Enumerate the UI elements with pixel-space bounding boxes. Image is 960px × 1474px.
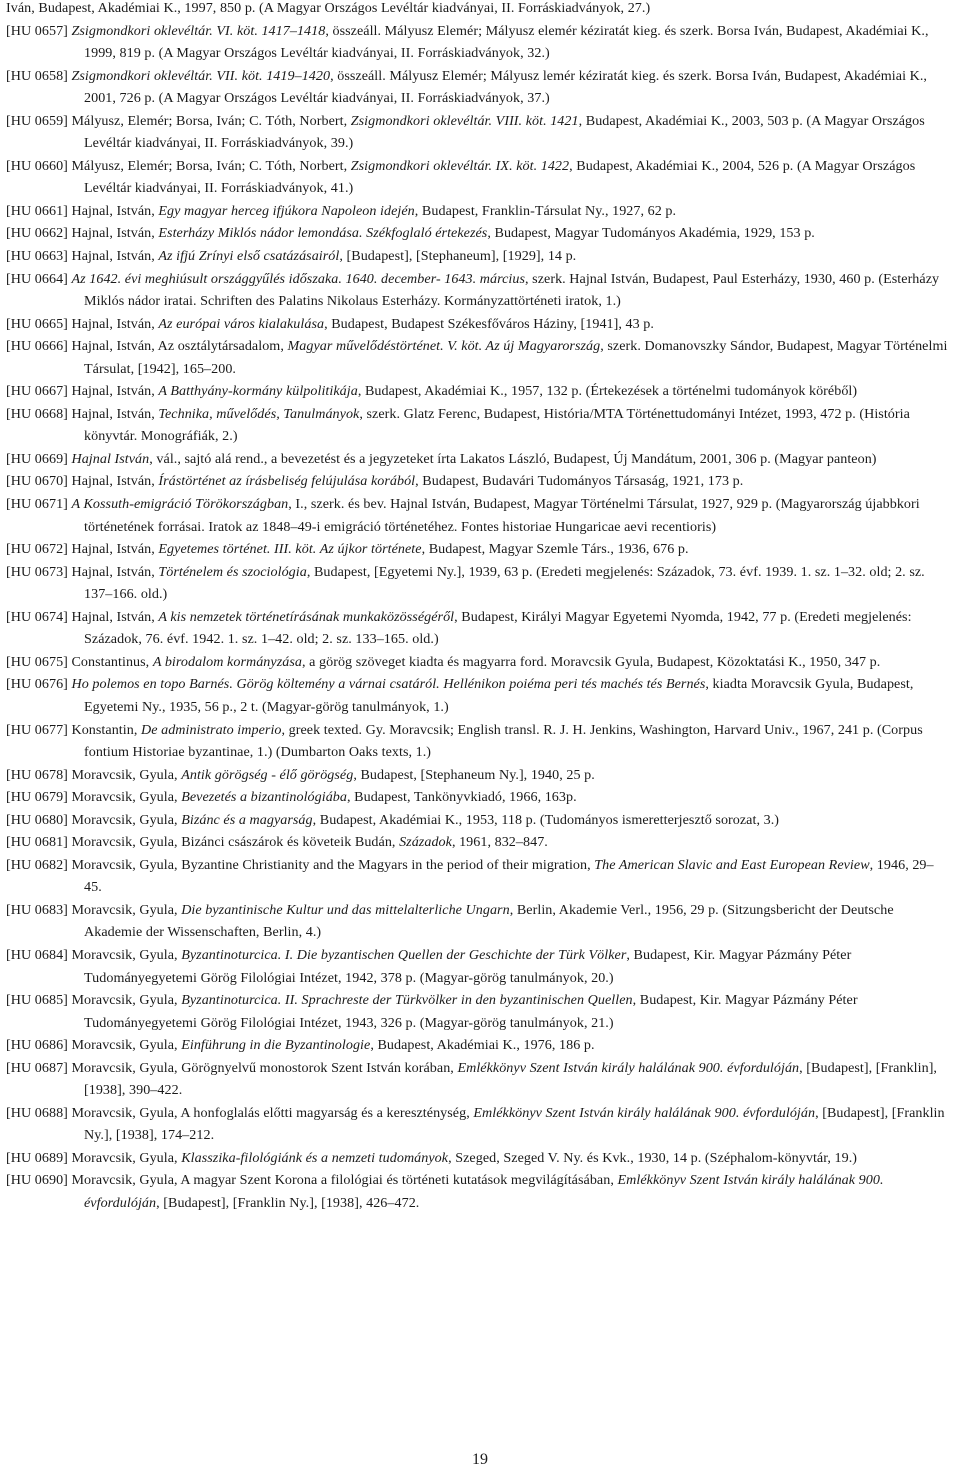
entry-text: [HU 0668] Hajnal, István, [6,405,159,422]
bibliography-entry [6,268,950,313]
entry-text: [HU 0662] Hajnal, István, [6,225,159,242]
entry-italic-title: Az 1642. évi meghiúsult országgyűlés időszaka. 1640. december- 1643. március [71,270,526,287]
entry-text: , Budapest, Akadémiai K., 1957, 132 p. (Értekezések a történelmi tudományok köréből) [357,383,858,400]
entry-italic-title: Byzantinoturcica. I. Die byzantischen Quellen der Geschichte der Türk Völker [181,946,627,963]
entry-text: , vál., sajtó alá rend., a bevezetést és a jegyzeteket írta Lakatos László, Budapest, Új Mandátum, 2001, 306 p. (Magyar panteon) [149,450,877,467]
bibliography-entry [6,831,950,854]
entry-italic-title: Zsigmondkori oklevéltár. VIII. köt. 1421 [350,112,579,129]
entry-text: [HU 0679] Moravcsik, Gyula, [6,789,182,806]
bibliography-entry [6,989,950,1034]
entry-text: [HU 0666] Hajnal, István, Az osztálytársadalom, [6,338,288,355]
entry-text: , szerk. Glatz Ferenc, Budapest, História/MTA Történettudományi Intézet, 1993, 472 p. (História könyvtár. Monográfiák, 2.) [84,405,910,445]
entry-text: [HU 0689] Moravcsik, Gyula, [6,1149,182,1166]
bibliography-entry [6,561,950,606]
entry-text: [HU 0681] Moravcsik, Gyula, Bizánci császárok és követeik Budán, [6,834,400,851]
entry-text: , [Budapest], [Franklin Ny.], [1938], 174–212. [84,1104,945,1144]
entry-text: , Budapest, Tankönyvkiadó, 1966, 163p. [347,789,577,806]
entry-text: , kiadta Moravcsik Gyula, Budapest, Egyetemi Ny., 1935, 56 p., 2 t. (Magyar-görög tanulmányok, 1.) [84,676,914,715]
bibliography-entry [6,493,950,538]
entry-text: Iván, Budapest, Akadémiai K., 1997, 850 p. (A Magyar Országos Levéltár kiadványai, II. Forráskiadványok, 27.) [6,0,651,16]
entry-text: , összeáll. Mályusz Elemér; Mályusz elemér kéziratát kieg. és szerk. Borsa Iván, Budapest, Akadémiai K., 1999, 819 p. (A Magyar Országos Levéltár kiadványai, II. Forráskiadványok, 32.) [84,22,929,62]
entry-text: , összeáll. Mályusz Elemér; Mályusz lemér kéziratát kieg. és szerk. Borsa Iván, Budapest, Akadémiai K., 2001, 726 p. (A Magyar Országos Levéltár kiadványai, II. Forráskiadványok, 37.) [84,67,927,107]
entry-text: , Budapest, Kir. Magyar Pázmány Péter Tudományegyetemi Görög Filológiai Intézet, 1943, 326 p. (Magyar-görög tanulmányok, 21.) [84,992,858,1031]
bibliography-entry [6,110,950,155]
entry-italic-title: Klasszika-filológiánk és a nemzeti tudományok [181,1149,449,1166]
entry-italic-title: Bizánc és a magyarság [181,811,313,828]
entry-italic-title: Zsigmondkori oklevéltár. IX. köt. 1422 [350,157,570,174]
entry-italic-title: Magyar művelődéstörténet. V. köt. Az új Magyarország [287,338,601,355]
entry-text: [HU 0669] [6,450,72,467]
entry-text: [HU 0685] Moravcsik, Gyula, [6,992,182,1009]
entry-italic-title: A birodalom kormányzása [152,653,302,670]
entry-italic-title: Technika, művelődés, Tanulmányok [158,405,360,422]
entry-italic-title: A kis nemzetek történetírásának munkaközösségéről [158,608,455,625]
entry-text: , Berlin, Akademie Verl., 1956, 29 p. (Sitzungsbericht der Deutsche Akademie der Wissenschaften, Berlin, 4.) [84,901,894,941]
entry-text: , 1946, 29–45. [84,856,934,896]
entry-text: [HU 0682] Moravcsik, Gyula, Byzantine Christianity and the Magyars in the period of their migration, [6,856,595,873]
bibliography-entry [6,20,950,65]
entry-text: , Budapest, [Egyetemi Ny.], 1939, 63 p. (Eredeti megjelenés: Századok, 73. évf. 1939. 1. sz. 1–32. old; 2. sz. 137–166. old.) [84,563,925,603]
entry-text: [HU 0675] Constantinus, [6,653,153,670]
bibliography-entry [6,245,950,268]
entry-text: [HU 0658] [6,67,72,84]
bibliography-entry [6,651,950,674]
entry-italic-title: The American Slavic and East European Review [594,856,870,873]
entry-text: , Budapest, Kir. Magyar Pázmány Péter Tudományegyetemi Görög Filológiai Intézet, 1942, 378 p. (Magyar-görög tanulmányok, 20.) [84,946,852,986]
entry-italic-title: Emlékkönyv Szent István király halálának 900. évfordulóján [457,1059,800,1076]
entry-italic-title: De administrato imperio [140,721,282,738]
bibliography-entry [6,606,950,651]
entry-text: [HU 0678] Moravcsik, Gyula, [6,766,182,783]
bibliography-entry [6,899,950,944]
bibliography-entry [6,380,950,403]
bibliography-entry [6,335,950,380]
entry-italic-title: Esterházy Miklós nádor lemondása. Székfoglaló értekezés [158,225,488,242]
entry-text: , Budapest, [Stephaneum Ny.], 1940, 25 p. [353,766,595,783]
bibliography-entry [6,65,950,110]
entry-text: , [Budapest], [Franklin], [1938], 390–422. [84,1059,938,1099]
entry-text: , Budapest, Magyar Szemle Társ., 1936, 676 p. [421,541,689,558]
entry-text: , greek texted. Gy. Moravcsik; English transl. R. J. H. Jenkins, Washington, Harvard Univ., 1967, 241 p. (Corpus fontium Historiae byzantinae, 1.) (Dumbarton Oaks texts, 1.) [84,721,923,761]
bibliography-entry [6,944,950,989]
entry-italic-title: Egy magyar herceg ifjúkora Napoleon idején [158,202,415,219]
entry-italic-title: Egyetemes történet. III. köt. Az újkor története [158,541,422,558]
entry-text: , Budapest, Budapest Székesfőváros Háziny, [1941], 43 p. [324,315,654,332]
entry-italic-title: Antik görögség - élő görögség [181,766,354,783]
entry-text: [HU 0673] Hajnal, István, [6,563,159,580]
bibliography-entry [6,1057,950,1102]
entry-text: , I., szerk. és bev. Hajnal István, Budapest, Magyar Történelmi Társulat, 1927, 929 p. (Magyarország újabbkori történetének forrásai. Iratok az 1848–49-i emigráció történetéhez. Fontes historiae Hungaricae aevi recentioris) [84,496,920,535]
entry-italic-title: A Kossuth-emigráció Törökországban [71,496,289,513]
entry-italic-title: A Batthyány-kormány külpolitikája [158,383,358,400]
entry-text: [HU 0688] Moravcsik, Gyula, A honfoglalás előtti magyarság és a kereszténység, [6,1104,474,1121]
bibliography-entry [6,313,950,336]
entry-italic-title: Einführung in die Byzantinologie [181,1037,371,1054]
entry-text: [HU 0663] Hajnal, István, [6,248,159,265]
entry-italic-title: Zsigmondkori oklevéltár. VII. köt. 1419–1420 [71,67,331,84]
entry-text: , Budapest, Akadémiai K., 1953, 118 p. (Tudományos ismeretterjesztő sorozat, 3.) [312,811,780,828]
entry-text: [HU 0659] Mályusz, Elemér; Borsa, Iván; C. Tóth, Norbert, [6,112,351,129]
entry-italic-title: Történelem és szociológia [158,563,307,580]
bibliography-entry [6,0,950,20]
entry-text: [HU 0674] Hajnal, István, [6,608,159,625]
entry-text: , Budapest, Akadémiai K., 2003, 503 p. (A Magyar Országos Levéltár kiadványai, II. Forráskiadványok, 39.) [84,112,925,152]
entry-text: , a görög szöveget kiadta és magyarra ford. Moravcsik Gyula, Budapest, Közoktatási K., 1950, 347 p. [301,653,881,670]
bibliography-entry [6,470,950,493]
entry-italic-title: Az európai város kialakulása [158,315,325,332]
entry-text: [HU 0672] Hajnal, István, [6,541,159,558]
entry-italic-title: Zsigmondkori oklevéltár. VI. köt. 1417–1418 [71,22,326,39]
entry-italic-title: Die byzantinische Kultur und das mittelalterliche Ungarn [181,901,510,918]
entry-text: [HU 0665] Hajnal, István, [6,315,159,332]
entry-text: [HU 0684] Moravcsik, Gyula, [6,946,182,963]
bibliography-entry [6,854,950,899]
bibliography-entry [6,1169,950,1214]
entry-text: , Budapest, Franklin-Társulat Ny., 1927, 62 p. [414,202,677,219]
entry-text: [HU 0687] Moravcsik, Gyula, Görögnyelvű monostorok Szent István korában, [6,1059,458,1076]
entry-text: [HU 0676] [6,676,72,693]
entry-text: , [Budapest], [Stephaneum], [1929], 14 p. [339,248,577,265]
bibliography-entry [6,786,950,809]
entry-italic-title: Emlékkönyv Szent István király halálának 900. évfordulóján [84,1172,884,1211]
bibliography-entry [6,809,950,832]
entry-text: , szerk. Hajnal István, Budapest, Paul Esterházy, 1930, 460 p. (Esterházy Miklós nádor iratai. Schriften des Palatins Nikolaus Esterházy. Kormányzattörténeti iratok, 1.) [84,270,940,310]
entry-text: , 1961, 832–847. [451,834,548,851]
bibliography-entry [6,200,950,223]
bibliography-entry [6,764,950,787]
bibliography-entry [6,719,950,764]
entry-text: , [Budapest], [Franklin Ny.], [1938], 426–472. [156,1194,420,1211]
entry-text: [HU 0660] Mályusz, Elemér; Borsa, Iván; C. Tóth, Norbert, [6,157,351,174]
entry-text: [HU 0661] Hajnal, István, [6,202,159,219]
bibliography-entry [6,1147,950,1170]
entry-text: [HU 0664] [6,270,72,287]
entry-text: , Budapest, Akadémiai K., 2004, 526 p. (A Magyar Országos Levéltár kiadványai, II. Forráskiadványok, 41.) [84,157,916,197]
entry-text: , Budapest, Akadémiai K., 1976, 186 p. [370,1037,595,1054]
bibliography-entry [6,403,950,448]
entry-italic-title: Hajnal István [71,450,150,467]
entry-text: , Budapest, Magyar Tudományos Akadémia, 1929, 153 p. [487,225,815,242]
entry-text: [HU 0671] [6,496,72,513]
entry-text: , Budapest, Budavári Tudományos Társaság, 1921, 173 p. [415,473,744,490]
entry-text: [HU 0670] Hajnal, István, [6,473,159,490]
entry-text: [HU 0680] Moravcsik, Gyula, [6,811,182,828]
entry-text: , Budapest, Királyi Magyar Egyetemi Nyomda, 1942, 77 p. (Eredeti megjelenés: Századok, 76. évf. 1942. 1. sz. 1–42. old; 2. sz. 133–165. old.) [84,608,912,648]
entry-italic-title: Byzantinoturcica. II. Sprachreste der Türkvölker in den byzantinischen Quellen [181,992,633,1009]
bibliography-entry [6,673,950,718]
bibliography-entry [6,538,950,561]
entry-text: , Szeged, Szeged V. Ny. és Kvk., 1930, 14 p. (Széphalom-könyvtár, 19.) [448,1149,858,1166]
entry-italic-title: Századok [399,834,452,851]
bibliography-entry [6,1102,950,1147]
bibliography-entry [6,1034,950,1057]
entry-text: [HU 0667] Hajnal, István, [6,383,159,400]
entry-italic-title: Az ifjú Zrínyi első csatázásairól [158,248,340,265]
bibliography-entry [6,222,950,245]
entry-text: [HU 0683] Moravcsik, Gyula, [6,901,182,918]
entry-text: [HU 0657] [6,22,72,39]
entry-text: [HU 0677] Konstantin, [6,721,141,738]
entry-italic-title: Emlékkönyv Szent István király halálának 900. évfordulóján [473,1104,816,1121]
entry-italic-title: Ho polemos en topo Barnés. Görög költemény a várnai csatáról. Hellénikon poiéma peri tés machés tés Bernés [71,676,706,693]
entry-text: , szerk. Domanovszky Sándor, Budapest, Magyar Történelmi Társulat, [1942], 165–200. [84,338,948,377]
entry-italic-title: Bevezetés a bizantinológiába [181,789,348,806]
page-number: 19 [472,1451,488,1468]
entry-text: [HU 0686] Moravcsik, Gyula, [6,1037,182,1054]
bibliography-entry [6,155,950,200]
entry-text: [HU 0690] Moravcsik, Gyula, A magyar Szent Korona a filológiai és történeti kutatások megvilágításában, [6,1172,618,1189]
bibliography-entry [6,448,950,471]
bibliography-list [6,0,950,1215]
entry-italic-title: Írástörténet az írásbeliség felújulása korából [158,473,416,490]
